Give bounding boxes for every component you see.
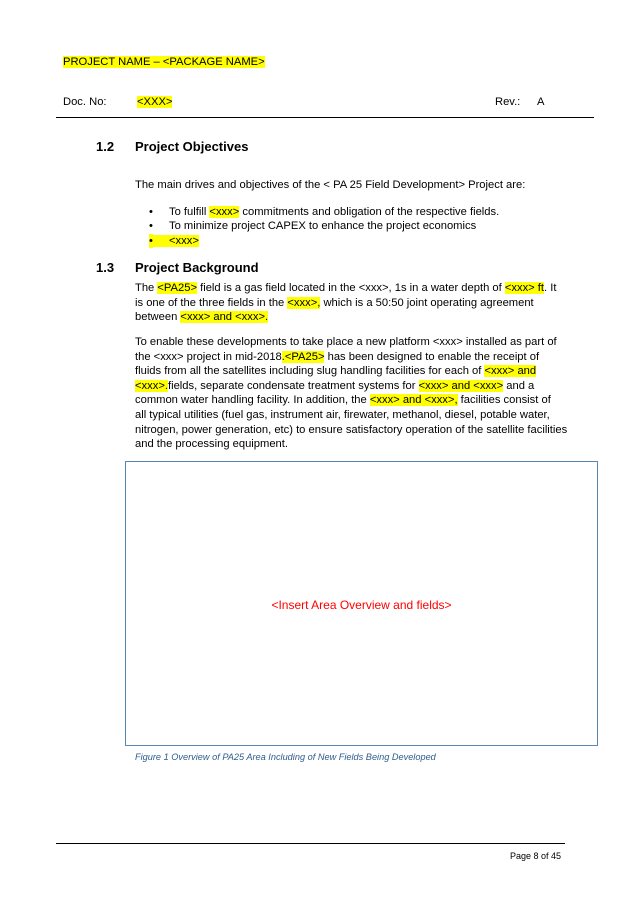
section-1-3-title: Project Background <box>135 260 259 275</box>
bullet-1: • <box>149 206 153 218</box>
list-item: • To fulfill <xxx> commitments and obligation of the respective fields. <box>149 206 500 218</box>
doc-no-value: <XXX> <box>137 96 173 108</box>
section-1-3-number: 1.3 <box>96 260 115 275</box>
background-paragraph-2: To enable these developments to take place a new platform <xxx> installed as part of the <xxx> project in mid-2018.<PA25> has been designed to enable the receipt of fluids from all the satellites including slug handling facilities for each of <xxx> and <xxx>.fields, separate condensate treatment systems for <xxx> and <xxx> and a common water handling facility. In addition, the <xxx> and <xxx>, facilities consist of all typical utilities (fuel gas, instrument air, firewater, methanol, diesel, potable water, nitrogen, power generation, etc) to ensure satisfactory operation of the satellite facilities and the processing equipment. <box>135 336 568 451</box>
bullet-2: • <box>149 220 153 233</box>
page-number: Page 8 of 45 <box>510 851 562 861</box>
list-item: • To minimize project CAPEX to enhance the project economics <box>149 220 477 233</box>
section-1-2-number: 1.2 <box>96 139 115 154</box>
project-title: PROJECT NAME – <PACKAGE NAME> <box>63 56 265 68</box>
figure-frame <box>125 461 598 746</box>
footer-divider <box>56 843 565 844</box>
rev-value: A <box>537 96 545 108</box>
header-divider <box>56 117 594 118</box>
bullet-3: • <box>149 234 153 247</box>
figure-caption: Figure 1 Overview of PA25 Area Including of New Fields Being Developed <box>135 752 436 762</box>
list-item: • <xxx> <box>149 234 199 247</box>
section-1-2-title: Project Objectives <box>135 139 249 154</box>
rev-label: Rev.: <box>495 96 521 108</box>
objectives-list <box>145 205 499 248</box>
background-paragraph-1: The <PA25> field is a gas field located in the <xxx>, 1s in a water depth of <xxx> ft. It is one of the three fields in the <xxx>, which is a 50:50 joint operating agreement between <xxx> and <xxx>. <box>135 282 557 324</box>
doc-no-label: Doc. No: <box>63 96 107 108</box>
figure-placeholder-text: <Insert Area Overview and fields> <box>271 598 452 612</box>
objectives-intro: The main drives and objectives of the < PA 25 Field Development> Project are: <box>135 179 526 191</box>
